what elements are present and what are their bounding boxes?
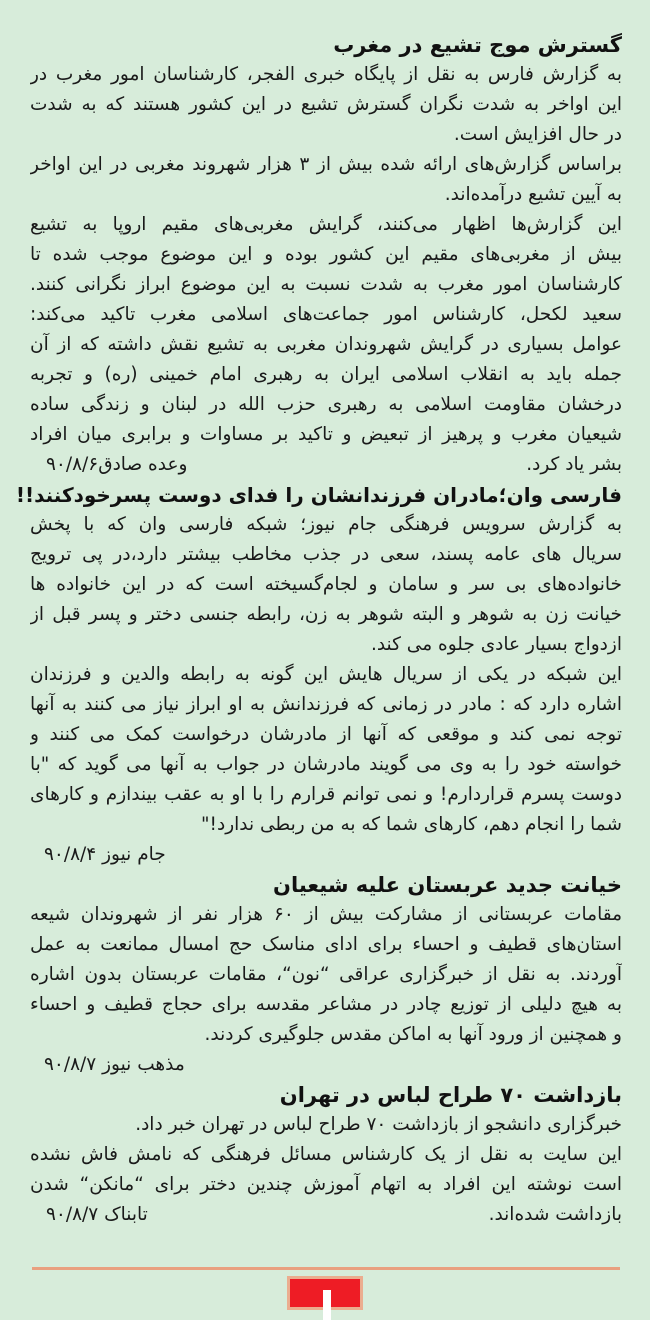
body-text-line: و همچنین از ورود آنها به اماکن مقدس جلوگیری کردند.	[204, 1024, 622, 1045]
body-text-line: جمله باید به انقلاب اسلامی ایران به رهبری امام خمینی (ره) و تجربه	[30, 364, 622, 385]
body-text-line: خواسته خود را به وی می گویند مادرشان در جواب به آنها می گوید که "با	[30, 754, 622, 775]
body-text-line: خبرگزاری دانشجو از بازداشت ۷۰ طراح لباس در تهران خبر داد.	[135, 1114, 622, 1135]
body-text-line: به آیین تشیع درآمده‌اند.	[444, 184, 622, 205]
body-text-line: اشاره دارد که : مادر در زمانی که فرزندانش به او ابراز نیاز می کنند به آنها	[30, 694, 622, 715]
body-text: بازداشت شده‌اند.	[488, 1204, 622, 1225]
text-line-with-source	[30, 450, 622, 480]
body-text-line: خانواده‌های بی سر و سامان و لجام‌گسیخته است که در این خانواده ها	[30, 574, 622, 595]
body-text-line: خیانت زن به شوهر و البته شوهر به زن، رابطه جنسی دختر و پسر قبل از	[30, 604, 622, 625]
article	[15, 480, 622, 870]
body-text-line: این گزارش‌ها اظهار می‌کنند، گرایش مغربی‌های مقیم اروپا به تشیع	[30, 214, 622, 235]
body-text-line: این سایت به نقل از یک کارشناس مسائل فرهنگی که نامش فاش نشده	[30, 1144, 622, 1165]
body-text-line: بیش از مغربی‌های مقیم این کشور بوده و این موضوع موجب شده تا	[30, 244, 622, 265]
body-text-line: دوست پسرم قراردارم! و نمی توانم قرارم را با او به عقب بیندازم و کارهای	[30, 784, 622, 805]
article-title: بازداشت ۷۰ طراح لباس در تهران	[279, 1083, 622, 1107]
body-text-line: آوردند. به نقل از خبرگزاری عراقی “نون“، مقامات عربستان بدون اشاره	[30, 964, 622, 985]
body-text-line: کارشناسان امور مغرب به شدت نسبت به این موضوع ابراز نگرانی کنند.	[30, 274, 622, 295]
body-text-line: به گزارش فارس به نقل از پایگاه خبری الفجر، کارشناسان امور مغرب در	[30, 64, 622, 85]
body-text-line: عوامل بسیاری در گرایش شهروندان مغربی به تشیع نقش داشته که از آن	[30, 334, 622, 355]
body-text-line: توجه نمی کند و موقعی که آنها از مادرشان درخواست کمک می کنند و	[30, 724, 622, 745]
body-text-line: براساس گزارش‌های ارائه شده بیش از ۳ هزار شهروند مغربی در این اواخر	[30, 154, 622, 175]
body-text-line: در حال افزایش است.	[453, 124, 622, 145]
body-text-line: به گزارش سرویس فرهنگی جام نیوز؛ شبکه فارسی وان که با پخش	[30, 514, 622, 535]
body-text-line: ازدواج بسیار عادی جلوه می کند.	[370, 634, 622, 655]
body-text-line: سریال های عامه پسند، سعی در جذب مخاطب بیشتر دارد،در پی ترویج	[30, 544, 622, 565]
article-source: تابناک ۹۰/۸/۷	[46, 1204, 148, 1225]
body-text-line: است نوشته این افراد به اتهام آموزش چندین دختر برای “مانکن“ شدن	[30, 1174, 622, 1195]
body-text: بشر یاد کرد.	[526, 454, 622, 475]
article	[30, 30, 622, 480]
body-text-line: به هیچ دلیلی از توزیع چادر در مشاعر مقدسه برای حجاج قطیف و احساء	[30, 994, 622, 1015]
article	[30, 1080, 622, 1230]
page-marker-box	[287, 1276, 363, 1310]
body-text-line: درخشان مقاومت اسلامی به رهبری حزب الله در لبنان و زندگی ساده	[30, 394, 622, 415]
article-title: فارسی وان؛مادران فرزندانشان را فدای دوست پسرخودکنند!!	[15, 483, 622, 507]
body-text-line: شما را انجام دهم، کارهای شما که به من ربطی ندارد!"	[201, 814, 622, 835]
body-text-line: شیعیان مغرب و پرهیز از تبعیض و تاکید بر مساوات و برابری میان افراد	[30, 424, 622, 445]
article-source: جام نیوز ۹۰/۸/۴	[44, 844, 166, 865]
body-text-line: سعید لکحل، کارشناس امور جماعت‌های اسلامی مغرب تاکید می‌کند:	[30, 304, 622, 325]
body-text-line: استان‌های قطیف و احساء برای ادای مناسک حج امسال ممانعت به عمل	[30, 934, 622, 955]
article-source: مذهب نیوز ۹۰/۸/۷	[44, 1054, 185, 1075]
article	[30, 870, 622, 1080]
body-text-line: مقامات عربستانی از مشارکت بیش از ۶۰ هزار نفر از شهروندان شیعه	[30, 904, 622, 925]
article-source: وعده صادق۹۰/۸/۶	[46, 454, 188, 475]
body-text-line: این اواخر به شدت نگران گسترش تشیع در این کشور هستند که به شدت	[30, 94, 622, 115]
article-column	[15, 30, 622, 1230]
body-text-line: این شبکه در یکی از سریال هایش این گونه به رابطه والدین و فرزندان	[30, 664, 622, 685]
page-marker-bar-icon	[323, 1290, 331, 1320]
footer-divider	[32, 1267, 620, 1270]
text-line-with-source	[30, 1200, 622, 1230]
article-title: خیانت جدید عربستان علیه شیعیان	[273, 873, 622, 897]
article-title: گسترش موج تشیع در مغرب	[333, 33, 622, 57]
